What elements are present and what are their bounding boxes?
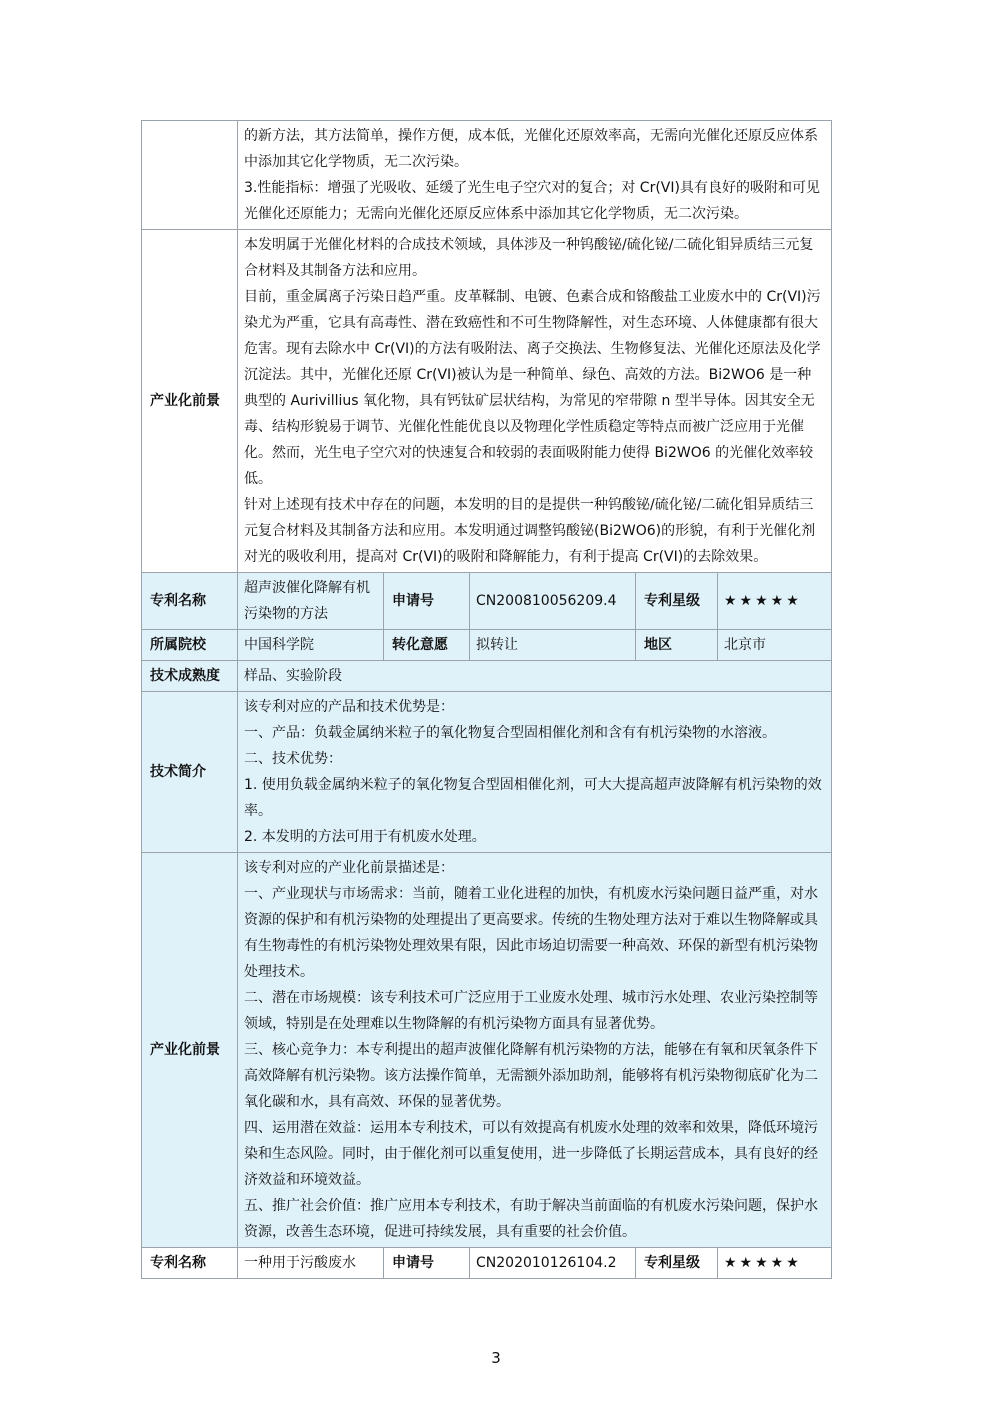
patent-name-value: 一种用于污酸废水 <box>238 1248 384 1279</box>
paragraph: 针对上述现有技术中存在的问题，本发明的目的是提供一种钨酸铋/硫化铋/二硫化钼异质结三元复合材料及其制备方法和应用。本发明通过调整钨酸铋(Bi2WO6)的形貌，有利于光催化剂对光的吸收利用，提高对 Cr(VI)的吸附和降解能力，有利于提高 Cr(VI)的去除效果。 <box>244 497 816 565</box>
maturity-value: 样品、实验阶段 <box>238 661 832 692</box>
paragraph: 1. 使用负载金属纳米粒子的氧化物复合型固相催化剂，可大大提高超声波降解有机污染物的效率。 <box>244 777 822 819</box>
paragraph: 二、技术优势： <box>244 751 342 767</box>
region-value: 北京市 <box>718 630 832 661</box>
paragraph: 该专利对应的产品和技术优势是： <box>244 699 454 715</box>
prospect-label: 产业化前景 <box>142 230 238 573</box>
patent-star-rating: ★★★★★ <box>718 573 832 630</box>
patent-name-label: 专利名称 <box>142 573 238 630</box>
patent-star-label: 专利星级 <box>636 1248 718 1279</box>
application-number-label: 申请号 <box>384 1248 470 1279</box>
continued-text <box>238 121 832 230</box>
page-number: 3 <box>491 1349 501 1367</box>
intro-text <box>238 692 832 853</box>
maturity-row <box>142 661 832 692</box>
paragraph: 本发明属于光催化材料的合成技术领域，具体涉及一种钨酸铋/硫化铋/二硫化钼异质结三元复合材料及其制备方法和应用。 <box>244 237 814 279</box>
paragraph: 四、运用潜在效益：运用本专利技术，可以有效提高有机废水处理的效率和效果，降低环境污染和生态风险。同时，由于催化剂可以重复使用，进一步降低了长期运营成本，具有良好的经济效益和环境效益。 <box>244 1120 818 1188</box>
patent-star-label: 专利星级 <box>636 573 718 630</box>
school-value: 中国科学院 <box>238 630 384 661</box>
patent-star-rating: ★★★★★ <box>718 1248 832 1279</box>
paragraph: 该专利对应的产业化前景描述是： <box>244 860 454 876</box>
prospect-row <box>142 853 832 1248</box>
application-number-value: CN202010126104.2 <box>470 1248 636 1279</box>
prospect-text <box>238 853 832 1248</box>
intro-row <box>142 692 832 853</box>
patent-name-value: 超声波催化降解有机污染物的方法 <box>238 573 384 630</box>
paragraph: 2. 本发明的方法可用于有机废水处理。 <box>244 829 486 845</box>
prospect-label: 产业化前景 <box>142 853 238 1248</box>
patent-name-label: 专利名称 <box>142 1248 238 1279</box>
maturity-label: 技术成熟度 <box>142 661 238 692</box>
region-label: 地区 <box>636 630 718 661</box>
paragraph: 一、产品：负载金属纳米粒子的氧化物复合型固相催化剂和含有有机污染物的水溶液。 <box>244 725 776 741</box>
paragraph: 三、核心竞争力：本专利提出的超声波催化降解有机污染物的方法，能够在有氧和厌氧条件下高效降解有机污染物。该方法操作简单，无需额外添加助剂，能够将有机污染物彻底矿化为二氧化碳和水，具有高效、环保的显著优势。 <box>244 1042 818 1110</box>
school-row <box>142 630 832 661</box>
paragraph: 3.性能指标：增强了光吸收、延缓了光生电子空穴对的复合；对 Cr(VI)具有良好的吸附和可见光催化还原能力；无需向光催化还原反应体系中添加其它化学物质，无二次污染。 <box>244 180 820 222</box>
paragraph: 二、潜在市场规模：该专利技术可广泛应用于工业废水处理、城市污水处理、农业污染控制等领域，特别是在处理难以生物降解的有机污染物方面具有显著优势。 <box>244 990 818 1032</box>
patent-info-table <box>141 120 832 1279</box>
paragraph: 一、产业现状与市场需求：当前，随着工业化进程的加快，有机废水污染问题日益严重，对水资源的保护和有机污染物的处理提出了更高要求。传统的生物处理方法对于难以生物降解或具有生物毒性的有机污染物处理效果有限，因此市场迫切需要一种高效、环保的新型有机污染物处理技术。 <box>244 886 818 980</box>
empty-label-cell <box>142 121 238 230</box>
patent-name-row <box>142 1248 832 1279</box>
application-number-value: CN200810056209.4 <box>470 573 636 630</box>
paragraph: 的新方法，其方法简单，操作方便，成本低，光催化还原效率高，无需向光催化还原反应体系中添加其它化学物质，无二次污染。 <box>244 128 818 170</box>
application-number-label: 申请号 <box>384 573 470 630</box>
paragraph: 目前，重金属离子污染日趋严重。皮革鞣制、电镀、色素合成和铬酸盐工业废水中的 Cr(VI)污染尤为严重，它具有高毒性、潜在致癌性和不可生物降解性，对生态环境、人体健康都有很大危害。现有去除水中 Cr(VI)的方法有吸附法、离子交换法、生物修复法、光催化还原法及化学沉淀法。其中，光催化还原 Cr(VI)被认为是一种简单、绿色、高效的方法。Bi2WO6 是一种典型的 Aurivillius 氧化物，具有钙钛矿层状结构，为常见的窄带隙 n 型半导体。因其安全无毒、结构形貌易于调节、光催化性能优良以及物理化学性质稳定等特点而被广泛应用于光催化。然而，光生电子空穴对的快速复合和较弱的表面吸附能力使得 Bi2WO6 的光催化效率较低。 <box>244 289 821 487</box>
school-label: 所属院校 <box>142 630 238 661</box>
continued-text-row <box>142 121 832 230</box>
intro-label: 技术简介 <box>142 692 238 853</box>
patent-name-row <box>142 573 832 630</box>
prospect-text <box>238 230 832 573</box>
transfer-intent-label: 转化意愿 <box>384 630 470 661</box>
paragraph: 五、推广社会价值：推广应用本专利技术，有助于解决当前面临的有机废水污染问题，保护水资源，改善生态环境，促进可持续发展，具有重要的社会价值。 <box>244 1198 818 1240</box>
prospect-row <box>142 230 832 573</box>
transfer-intent-value: 拟转让 <box>470 630 636 661</box>
